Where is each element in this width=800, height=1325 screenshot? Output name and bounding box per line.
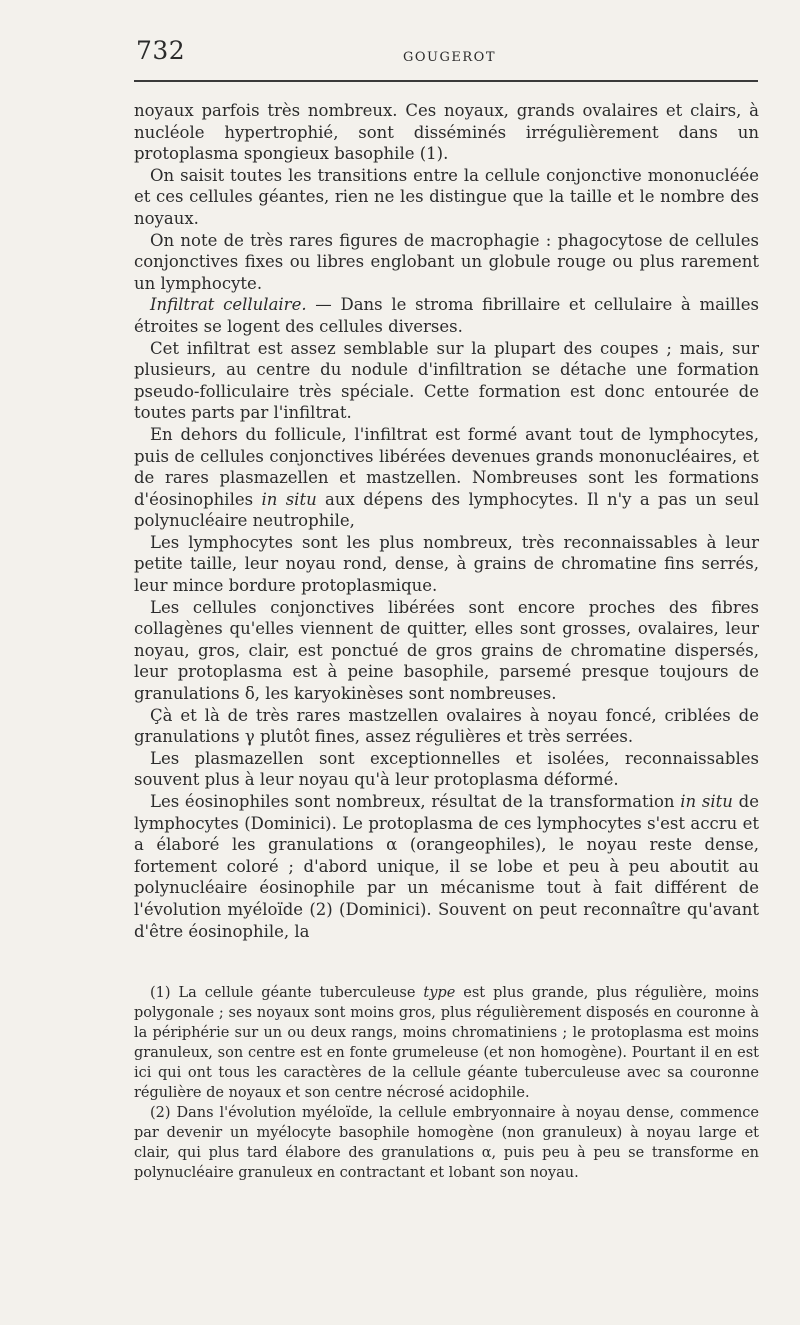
paragraph: Les cellules conjonctives libérées sont encore proches des fibres collagènes qu'elles viennent de quitter, elles sont grosses, ovalaires, leur noyau, gros, clair, est ponctué de gros grains de chromatine dispersés, leur protoplasma est à peine basophile, parsemé presque toujours de granulations δ, les karyokinèses sont nombreuses.: [134, 597, 759, 704]
paragraph: noyaux parfois très nombreux. Ces noyaux, grands ovalaires et clairs, à nucléole hypertrophié, sont disséminés irrégulièrement dans un protoplasma spongieux basophile (1).: [134, 101, 759, 164]
paragraph: Cet infiltrat est assez semblable sur la plupart des coupes ; mais, sur plusieurs, au centre du nodule d'infiltration se détache une formation pseudo-folliculaire très spéciale. Cette formation est donc entourée de toutes parts par l'infiltrat.: [134, 338, 759, 423]
paragraph: On note de très rares figures de macrophagie : phagocytose de cellules conjonctives fixes ou libres englobant un globule rouge ou plus rarement un lymphocyte.: [134, 230, 759, 293]
footnote-2: (2) Dans l'évolution myéloïde, la cellule embryonnaire à noyau dense, commence par devenir un myélocyte basophile homogène (non granuleux) à noyau large et clair, qui plus tard élabore des granulations α, puis peu à peu se transforme en polynucléaire granuleux en contractant et lobant son noyau.: [134, 1105, 759, 1181]
paragraph-text: aux dépens des lymphocytes. Il n'y a pas un seul polynucléaire neutrophile,: [134, 489, 759, 531]
page-number: 732: [136, 36, 186, 65]
section-title: Infiltrat cellulaire.: [150, 295, 307, 315]
footnote-text: (1) La cellule géante tuberculeuse: [150, 985, 424, 1001]
paragraph-text: — Dans le stroma fibrillaire et cellulaire à mailles étroites se logent des cellules diverses.: [134, 295, 760, 336]
italic-term: type: [423, 985, 456, 1001]
header-rule: [134, 80, 758, 82]
footnote-text: est plus grande, plus régulière, moins polygonale ; ses noyaux sont moins gros, plus régulièrement disposés en couronne à la périphérie sur un ou deux rangs, moins chromatiniens ; le protoplasma est moins granuleux, son centre est en fonte grumeleuse (et non homogène). Pourtant il en est ici qui ont tous les caractères de la cellule géante tuberculeuse avec sa couronne régulière de noyaux et son centre nécrosé acidophile.: [134, 985, 759, 1101]
paragraph-text: de lymphocytes (Dominici). Le protoplasma de ces lymphocytes s'est accru et a élaboré les granulations α (orangeophiles), le noyau reste dense, fortement coloré ; d'abord unique, il se lobe et peu à peu aboutit au polynucléaire éosinophile par un mécanisme tout à fait différent de l'évolution myéloïde (2) (Dominici). Souvent on peut reconnaître qu'avant d'être éosinophile, la: [134, 792, 759, 941]
running-head: GOUGEROT: [403, 50, 496, 65]
paragraph: On saisit toutes les transitions entre la cellule conjonctive mononucléée et ces cellules géantes, rien ne les distingue que la taille et le nombre des noyaux.: [134, 165, 759, 228]
body-text: [134, 100, 759, 942]
paragraph-text: Les éosinophiles sont nombreux, résultat de la transformation: [150, 792, 681, 811]
paragraph-text: En dehors du follicule, l'infiltrat est formé avant tout de lymphocytes, puis de cellules conjonctives libérées devenues grands mononucléaires, et de rares plasmazellen et mastzellen. Nombreuses sont les formations d'éosinophiles: [134, 424, 759, 509]
italic-term: in situ: [680, 792, 733, 811]
paragraph: Çà et là de très rares mastzellen ovalaires à noyau foncé, criblées de granulations γ plutôt fines, assez régulières et très serrées.: [134, 705, 759, 747]
paragraph: Les lymphocytes sont les plus nombreux, très reconnaissables à leur petite taille, leur noyau rond, dense, à grains de chromatine fins serrés, leur mince bordure protoplasmique.: [134, 532, 759, 596]
footnotes: [134, 983, 759, 1183]
paragraph: Les plasmazellen sont exceptionnelles et isolées, reconnaissables souvent plus à leur noyau qu'à leur protoplasma déformé.: [134, 748, 759, 790]
italic-term: in situ: [261, 489, 317, 509]
paragraph: [134, 294, 759, 337]
paragraph: [134, 424, 759, 532]
paragraph: [134, 791, 759, 942]
footnote-1: [134, 983, 759, 1103]
